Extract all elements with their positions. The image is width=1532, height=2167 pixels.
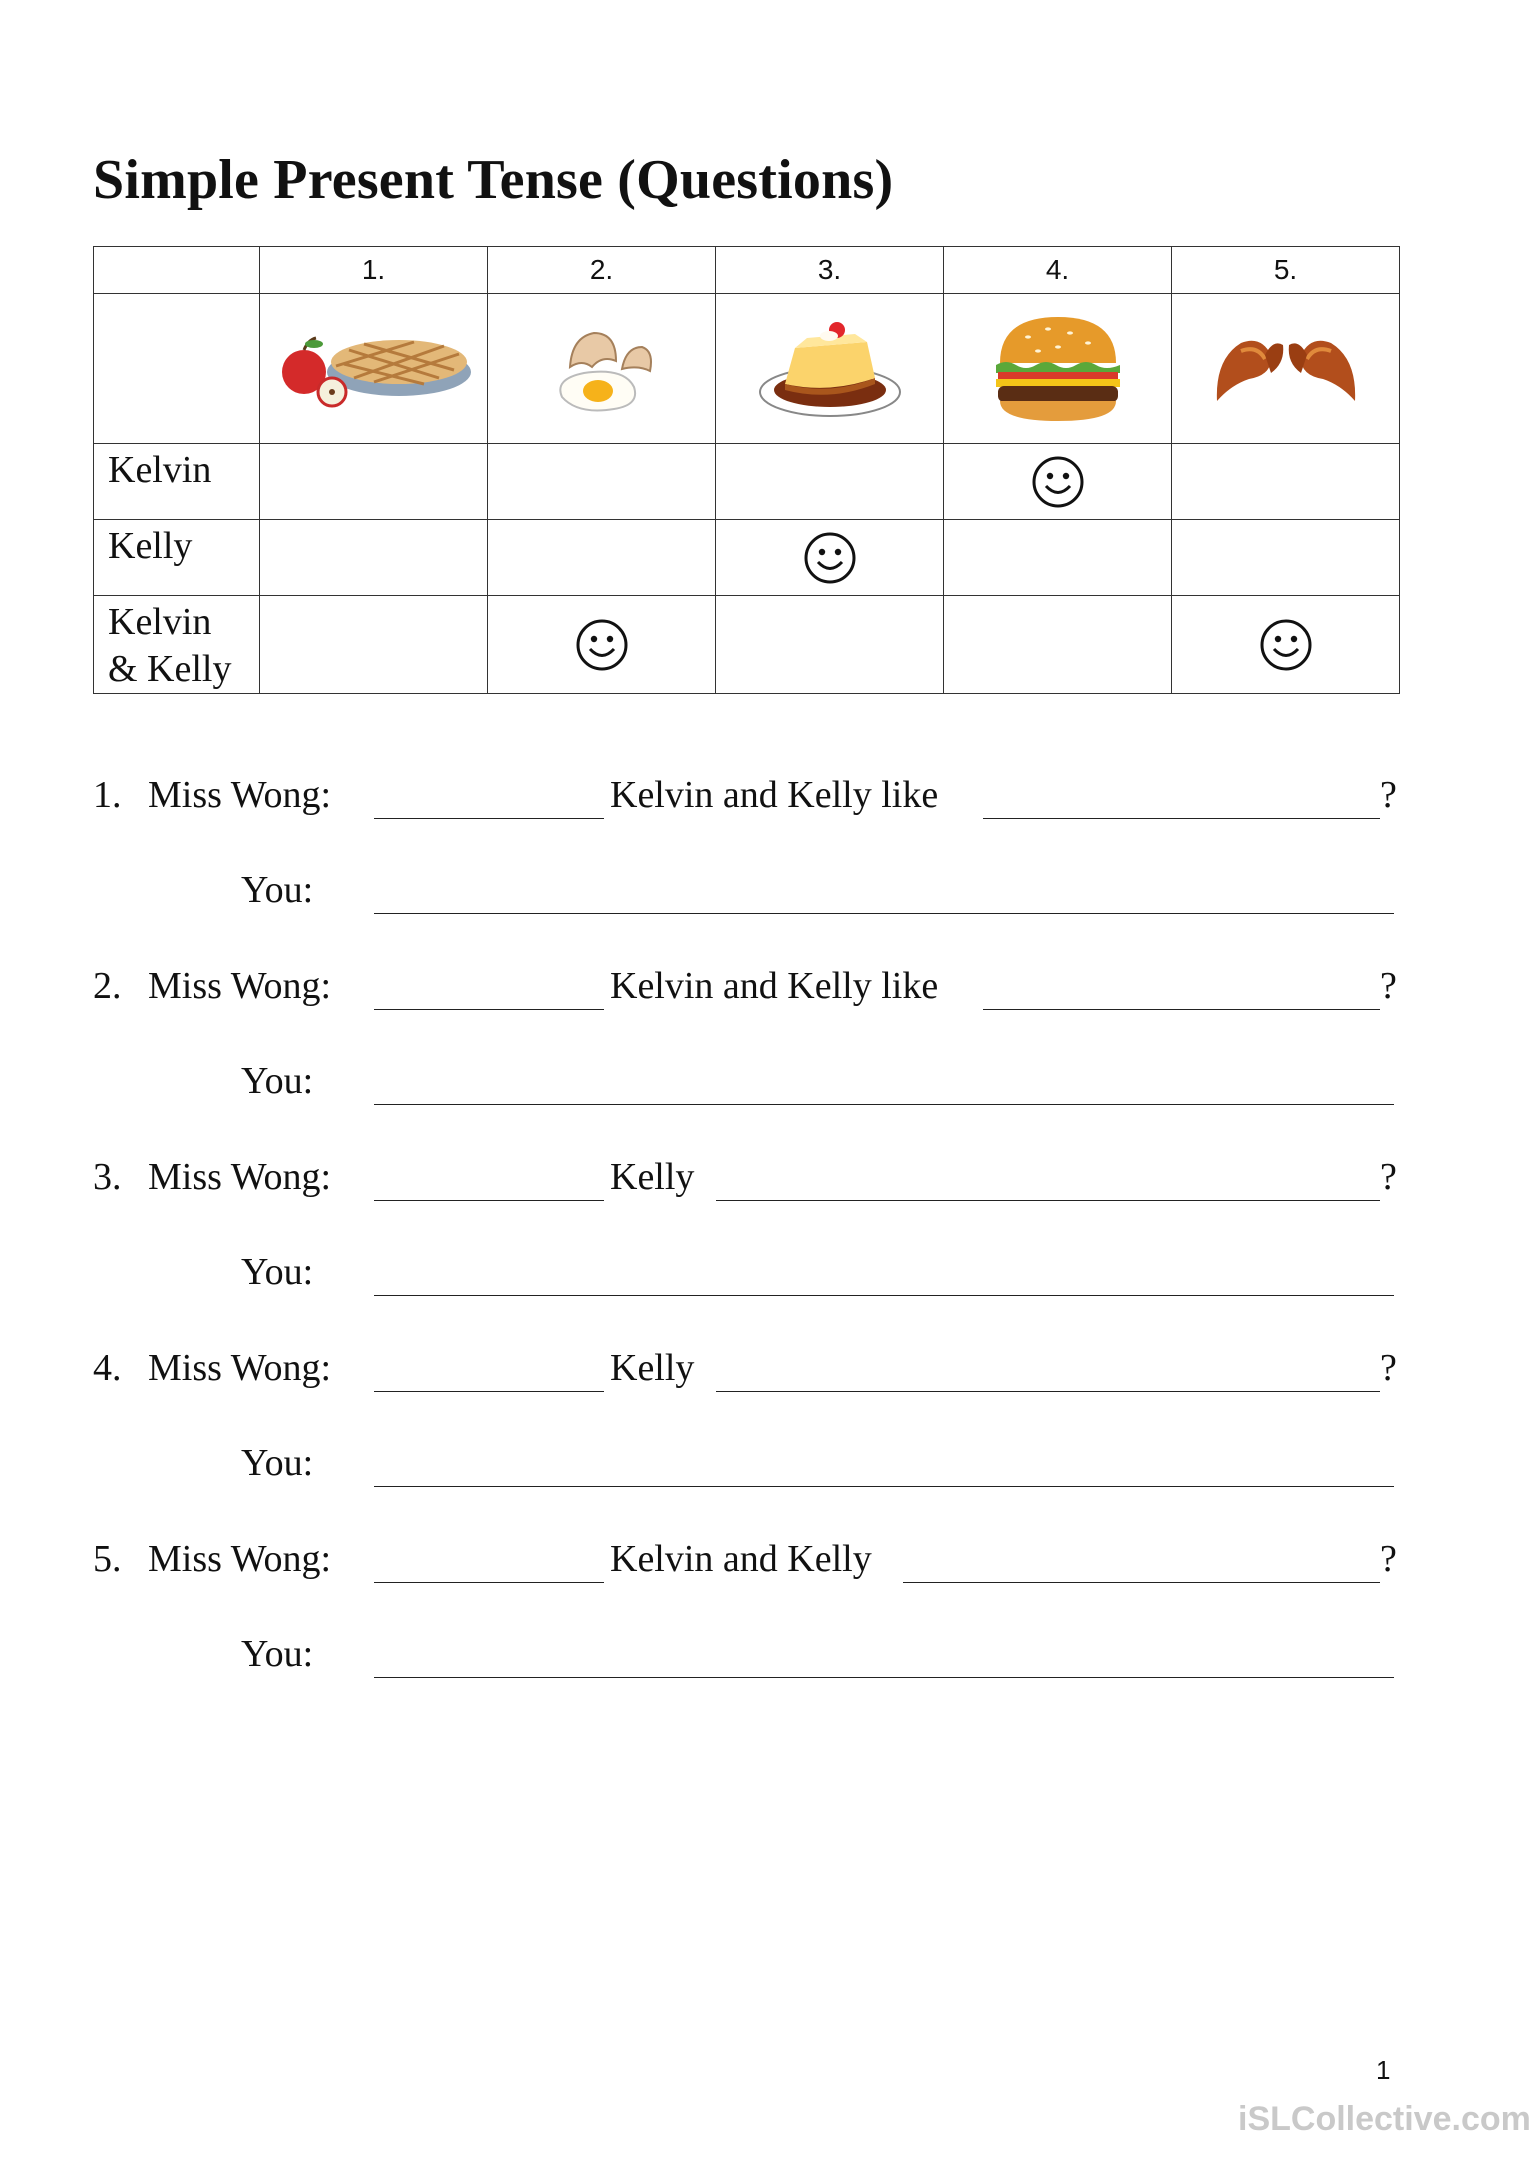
apple-pie-icon (274, 314, 474, 424)
question-speaker: Miss Wong: (148, 965, 332, 1007)
empty-cell (716, 596, 944, 694)
empty-cell (260, 444, 488, 520)
question-number: 2. (93, 965, 122, 1007)
table-row (94, 444, 1400, 520)
table-picture-row (94, 294, 1400, 444)
empty-cell (260, 596, 488, 694)
answer-line[interactable] (374, 913, 1394, 914)
question-speaker: Miss Wong: (148, 1347, 332, 1389)
smiley-face-icon (803, 531, 857, 585)
question-number: 1. (93, 774, 122, 816)
question-number: 4. (93, 1347, 122, 1389)
like-cell (488, 596, 716, 694)
hamburger-icon (988, 309, 1128, 429)
row-name: Kelly (94, 520, 260, 596)
row-name-line: Kelvin (108, 601, 212, 643)
question-text: Kelly (610, 1156, 695, 1198)
column-number: 1. (260, 247, 488, 294)
answer-line[interactable] (374, 1486, 1394, 1487)
chicken-wings-icon (1211, 329, 1361, 409)
empty-cell (488, 520, 716, 596)
row-name: Kelvin (94, 444, 260, 520)
question-text: Kelvin and Kelly like (610, 965, 939, 1007)
smiley-face-icon (1031, 455, 1085, 509)
empty-cell (944, 520, 1172, 596)
blank-line[interactable] (374, 1009, 604, 1010)
empty-cell (1172, 520, 1400, 596)
answer-line[interactable] (374, 1104, 1394, 1105)
empty-cell (716, 444, 944, 520)
blank-line[interactable] (374, 818, 604, 819)
blank-line[interactable] (983, 1009, 1380, 1010)
watermark: iSLCollective.com (1238, 2100, 1531, 2138)
blank-line[interactable] (716, 1200, 1380, 1201)
empty-cell (488, 444, 716, 520)
empty-cell (944, 596, 1172, 694)
question-mark: ? (1380, 1347, 1397, 1389)
question-mark: ? (1380, 774, 1397, 816)
egg-icon (542, 319, 662, 419)
question-mark: ? (1380, 1538, 1397, 1580)
blank-line[interactable] (374, 1391, 604, 1392)
picture-cell (716, 294, 944, 444)
question-mark: ? (1380, 1156, 1397, 1198)
picture-cell (488, 294, 716, 444)
question-item (93, 1155, 1405, 1305)
cake-icon (755, 314, 905, 424)
column-number: 5. (1172, 247, 1400, 294)
question-text: Kelvin and Kelly like (610, 774, 939, 816)
empty-cell (1172, 444, 1400, 520)
question-speaker: Miss Wong: (148, 1538, 332, 1580)
table-row (94, 596, 1400, 694)
question-text: Kelvin and Kelly (610, 1538, 872, 1580)
answer-label: You: (241, 1633, 314, 1675)
smiley-face-icon (1259, 618, 1313, 672)
picture-cell (260, 294, 488, 444)
picture-corner-cell (94, 294, 260, 444)
row-name (94, 596, 260, 694)
like-cell (716, 520, 944, 596)
blank-line[interactable] (983, 818, 1380, 819)
question-mark: ? (1380, 965, 1397, 1007)
answer-line[interactable] (374, 1295, 1394, 1296)
answer-label: You: (241, 1442, 314, 1484)
column-number: 4. (944, 247, 1172, 294)
question-number: 5. (93, 1538, 122, 1580)
question-item (93, 773, 1405, 923)
blank-line[interactable] (903, 1582, 1380, 1583)
question-item (93, 1346, 1405, 1496)
question-text: Kelly (610, 1347, 695, 1389)
answer-line[interactable] (374, 1677, 1394, 1678)
answer-label: You: (241, 869, 314, 911)
blank-line[interactable] (716, 1391, 1380, 1392)
smiley-face-icon (575, 618, 629, 672)
picture-cell (944, 294, 1172, 444)
question-item (93, 964, 1405, 1114)
answer-label: You: (241, 1251, 314, 1293)
empty-cell (260, 520, 488, 596)
row-name-line: & Kelly (108, 648, 232, 690)
blank-line[interactable] (374, 1200, 604, 1201)
column-number: 3. (716, 247, 944, 294)
page-number: 1 (1376, 2055, 1391, 2085)
blank-line[interactable] (374, 1582, 604, 1583)
column-number: 2. (488, 247, 716, 294)
table-row (94, 520, 1400, 596)
food-preference-table (93, 246, 1400, 694)
picture-cell (1172, 294, 1400, 444)
like-cell (944, 444, 1172, 520)
table-header-row (94, 247, 1400, 294)
answer-label: You: (241, 1060, 314, 1102)
question-number: 3. (93, 1156, 122, 1198)
question-speaker: Miss Wong: (148, 1156, 332, 1198)
question-speaker: Miss Wong: (148, 774, 332, 816)
like-cell (1172, 596, 1400, 694)
header-corner-cell (94, 247, 260, 294)
question-item (93, 1537, 1405, 1687)
page-title: Simple Present Tense (Questions) (93, 149, 894, 211)
